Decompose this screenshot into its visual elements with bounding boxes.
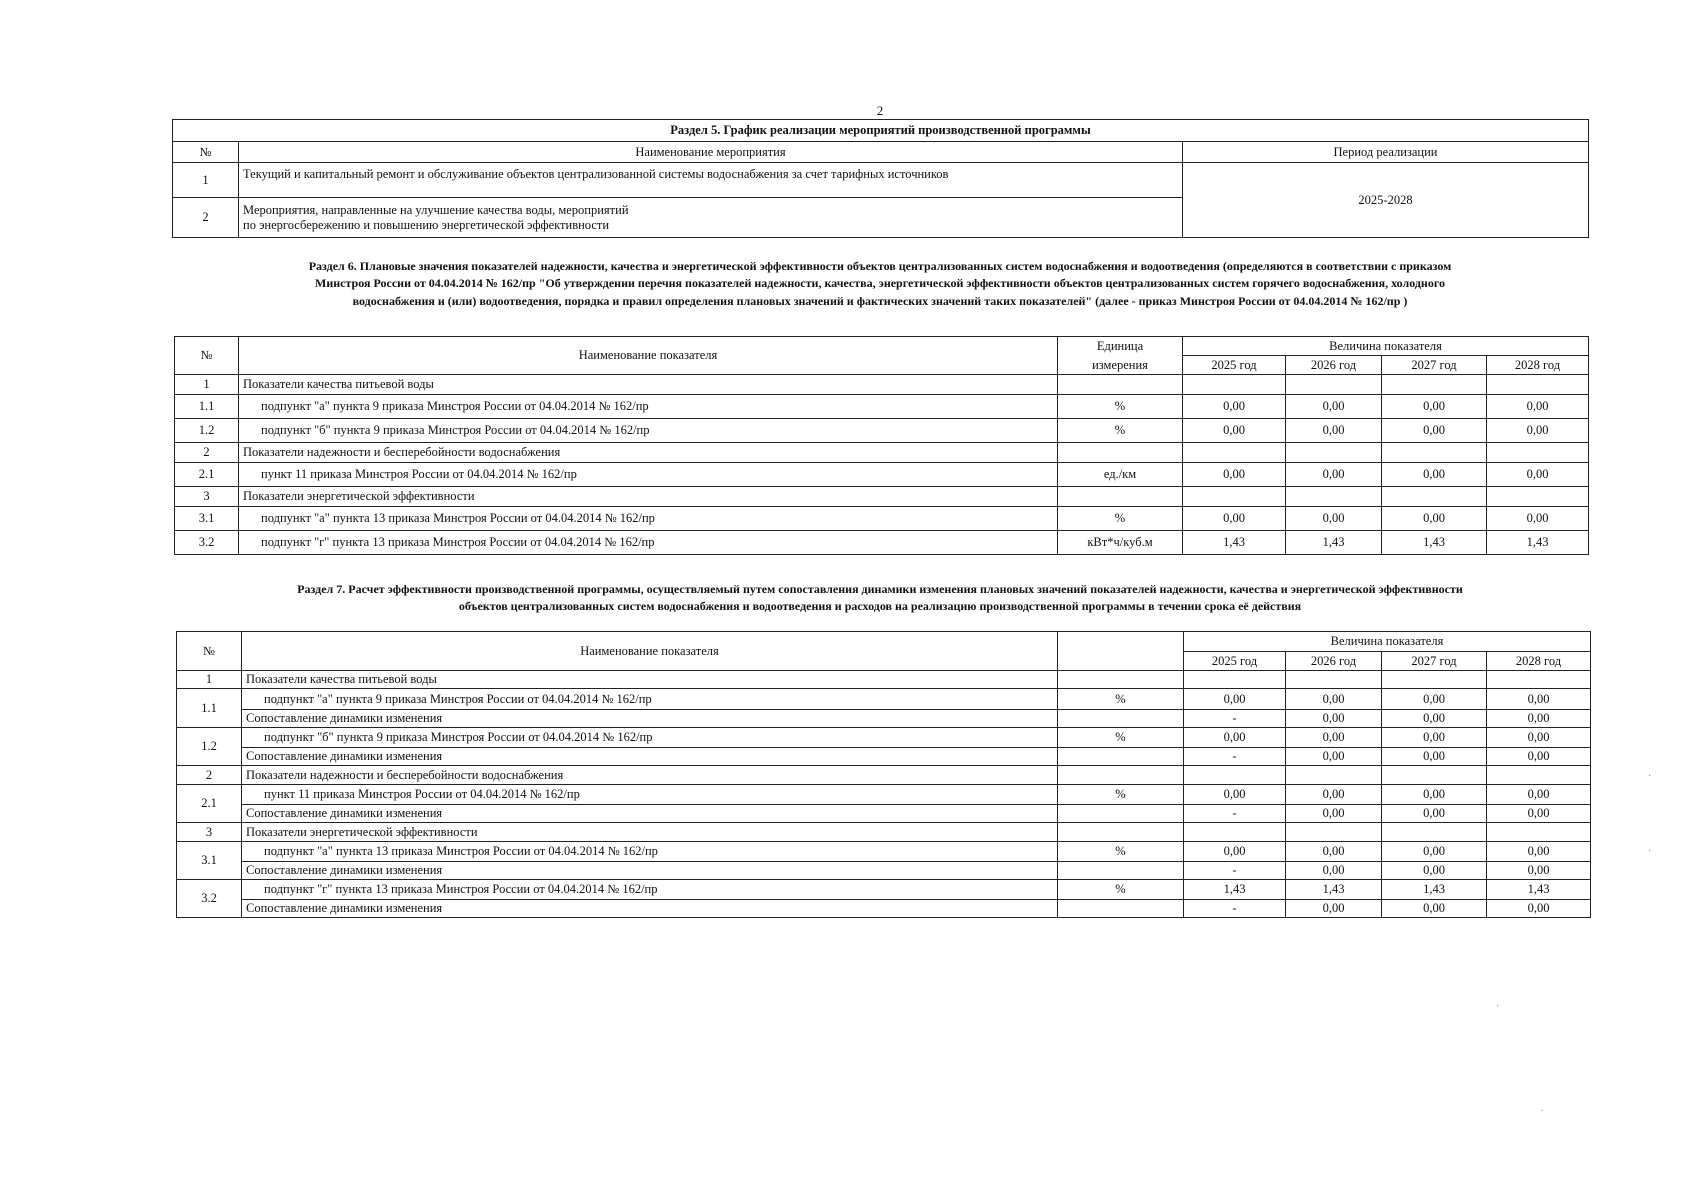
value-cell [1487,375,1589,395]
table-row [175,443,1589,463]
value-cell: 0,00 [1382,900,1487,918]
section6-table [174,336,1589,555]
value-cell: 1,43 [1487,531,1589,555]
value-cell: 0,00 [1183,419,1286,443]
value-cell [1487,487,1589,507]
table-row [177,823,1591,842]
value-cell [1382,766,1487,785]
table-row [177,785,1591,805]
scan-speck: · [1648,846,1652,857]
period-value: 2025-2028 [1183,163,1589,238]
header-year: 2027 год [1382,356,1487,375]
unit-cell: ед./км [1058,463,1183,487]
unit-cell [1058,671,1184,689]
value-cell: 0,00 [1487,842,1591,862]
value-cell: 0,00 [1487,805,1591,823]
value-cell: 0,00 [1487,785,1591,805]
indicator-name: подпункт "а" пункта 13 приказа Минстроя России от 04.04.2014 № 162/пр [242,842,1058,862]
unit-cell: % [1058,785,1184,805]
value-cell [1487,766,1591,785]
value-cell: 0,00 [1286,710,1382,728]
header-indicator-name: Наименование показателя [242,632,1058,671]
value-cell: 0,00 [1286,748,1382,766]
value-cell: 0,00 [1286,900,1382,918]
comparison-row [177,748,1591,766]
row-num: 3.2 [177,880,242,918]
value-cell: 0,00 [1286,805,1382,823]
row-num: 3.2 [175,531,239,555]
header-period: Период реализации [1183,142,1589,163]
row-num: 3.1 [175,507,239,531]
value-cell [1382,823,1487,842]
row-num: 2.1 [177,785,242,823]
unit-cell: % [1058,880,1184,900]
table-row [177,728,1591,748]
row-num: 3 [175,487,239,507]
comparison-label: Сопоставление динамики изменения [242,805,1058,823]
group-name: Показатели качества питьевой воды [242,671,1058,689]
unit-cell [1058,748,1184,766]
header-value: Величина показателя [1184,632,1591,652]
unit-cell [1058,766,1184,785]
value-cell [1286,823,1382,842]
value-cell [1183,375,1286,395]
value-cell: 1,43 [1487,880,1591,900]
group-name: Показатели энергетической эффективности [239,487,1058,507]
value-cell: 0,00 [1487,507,1589,531]
activity-name: Текущий и капитальный ремонт и обслуживание объектов централизованной системы водоснабжения за счет тарифных источников [239,163,1183,198]
value-cell: - [1184,748,1286,766]
value-cell: 0,00 [1487,748,1591,766]
row-num: 1 [173,163,239,198]
header-unit-empty [1058,632,1184,671]
header-indicator-name: Наименование показателя [239,337,1058,375]
comparison-row [177,862,1591,880]
value-cell: 0,00 [1286,842,1382,862]
table-row [177,671,1591,689]
row-num: 2 [173,198,239,238]
value-cell: 0,00 [1183,463,1286,487]
value-cell: 0,00 [1286,785,1382,805]
row-num: 1.1 [177,689,242,728]
indicator-name: подпункт "а" пункта 13 приказа Минстроя России от 04.04.2014 № 162/пр [239,507,1058,531]
activity-name-line: Мероприятия, направленные на улучшение качества воды, мероприятий [243,203,629,218]
section5-table [172,119,1589,238]
scan-speck: · [1496,1001,1500,1012]
comparison-label: Сопоставление динамики изменения [242,710,1058,728]
unit-cell: % [1058,689,1184,710]
unit-cell [1058,443,1183,463]
value-cell: - [1184,900,1286,918]
value-cell: - [1184,862,1286,880]
row-num: 3 [177,823,242,842]
value-cell [1286,487,1382,507]
row-num: 2 [175,443,239,463]
unit-cell: % [1058,842,1184,862]
activity-name [239,198,1183,238]
section7-table [176,631,1591,918]
section6-title-line: Минстроя России от 04.04.2014 № 162/пр "Об утверждении перечня показателей надежности, качества, энергетической эффективности объектов централизованных систем горячего водоснабжения, холодного [315,276,1445,291]
table-row [175,507,1589,531]
comparison-label: Сопоставление динамики изменения [242,748,1058,766]
table-row [175,487,1589,507]
unit-cell: % [1058,395,1183,419]
unit-cell [1058,862,1184,880]
value-cell: 0,00 [1184,842,1286,862]
value-cell: 0,00 [1286,689,1382,710]
row-num: 1 [175,375,239,395]
comparison-row [177,710,1591,728]
header-num: № [175,337,239,375]
table-row [177,766,1591,785]
group-name: Показатели надежности и бесперебойности водоснабжения [242,766,1058,785]
indicator-name: подпункт "а" пункта 9 приказа Минстроя России от 04.04.2014 № 162/пр [242,689,1058,710]
value-cell: 0,00 [1184,728,1286,748]
value-cell: 0,00 [1487,710,1591,728]
indicator-name: пункт 11 приказа Минстроя России от 04.04.2014 № 162/пр [239,463,1058,487]
header-year: 2028 год [1487,356,1589,375]
value-cell: 0,00 [1286,395,1382,419]
unit-cell [1058,710,1184,728]
value-cell [1184,823,1286,842]
value-cell: 1,43 [1286,531,1382,555]
value-cell: 0,00 [1382,805,1487,823]
value-cell [1487,443,1589,463]
value-cell: 0,00 [1382,862,1487,880]
value-cell: 0,00 [1382,710,1487,728]
value-cell: - [1184,805,1286,823]
value-cell: 0,00 [1183,507,1286,531]
value-cell [1184,766,1286,785]
section7-title-line: Раздел 7. Расчет эффективности производственной программы, осуществляемый путем сопоставления динамики изменения плановых значений показателей надежности, качества и энергетической эффективности [297,582,1463,596]
row-num: 1.2 [175,419,239,443]
value-cell: 0,00 [1382,748,1487,766]
header-value: Величина показателя [1183,337,1589,356]
unit-cell [1058,900,1184,918]
activity-name-line: по энергосбережению и повышению энергетической эффективности [243,217,610,232]
table-row [175,375,1589,395]
value-cell: 0,00 [1286,728,1382,748]
value-cell [1183,443,1286,463]
table-row [175,531,1589,555]
header-year: 2026 год [1286,356,1382,375]
value-cell [1487,823,1591,842]
row-num: 1.2 [177,728,242,766]
comparison-label: Сопоставление динамики изменения [242,900,1058,918]
value-cell: - [1184,710,1286,728]
value-cell: 0,00 [1382,785,1487,805]
value-cell: 1,43 [1183,531,1286,555]
group-name: Показатели энергетической эффективности [242,823,1058,842]
header-year: 2025 год [1184,652,1286,671]
value-cell [1286,766,1382,785]
section6-title-line: Раздел 6. Плановые значения показателей надежности, качества и энергетической эффективности объектов централизованных систем водоснабжения и водоотведения (определяются в соответствии с приказом [308,259,1452,273]
section5-title: Раздел 5. График реализации мероприятий производственной программы [173,120,1589,142]
value-cell: 0,00 [1184,785,1286,805]
row-num: 2.1 [175,463,239,487]
comparison-label: Сопоставление динамики изменения [242,862,1058,880]
value-cell [1382,443,1487,463]
value-cell: 0,00 [1183,395,1286,419]
value-cell: 0,00 [1382,395,1487,419]
indicator-name: подпункт "г" пункта 13 приказа Минстроя России от 04.04.2014 № 162/пр [239,531,1058,555]
scan-speck: · [1540,1106,1544,1117]
value-cell: 0,00 [1487,728,1591,748]
value-cell [1286,671,1382,689]
header-year: 2026 год [1286,652,1382,671]
unit-cell: % [1058,507,1183,531]
unit-cell [1058,805,1184,823]
value-cell [1382,487,1487,507]
value-cell: 0,00 [1286,507,1382,531]
value-cell: 0,00 [1487,862,1591,880]
value-cell [1382,671,1487,689]
indicator-name: пункт 11 приказа Минстроя России от 04.04.2014 № 162/пр [242,785,1058,805]
value-cell: 0,00 [1487,395,1589,419]
header-num: № [177,632,242,671]
value-cell: 1,43 [1184,880,1286,900]
header-activity-name: Наименование мероприятия [239,142,1183,163]
value-cell: 0,00 [1286,463,1382,487]
scan-speck: · [1648,771,1652,782]
value-cell: 0,00 [1286,862,1382,880]
value-cell [1487,671,1591,689]
value-cell: 1,43 [1382,531,1487,555]
value-cell: 0,00 [1286,419,1382,443]
indicator-name: подпункт "а" пункта 9 приказа Минстроя России от 04.04.2014 № 162/пр [239,395,1058,419]
row-num: 3.1 [177,842,242,880]
section6-title-line: водоснабжения и (или) водоотведения, порядка и правил определения плановых значений и фактических значений таких показателей" (далее - приказ Минстроя России от 04.04.2014 № 162/пр ) [352,293,1408,308]
value-cell: 1,43 [1382,880,1487,900]
section7-title [172,581,1588,616]
value-cell [1183,487,1286,507]
table-row [177,842,1591,862]
value-cell: 0,00 [1487,689,1591,710]
table-row [177,880,1591,900]
value-cell: 0,00 [1487,463,1589,487]
header-unit: Единица [1058,337,1183,356]
value-cell [1184,671,1286,689]
value-cell: 1,43 [1286,880,1382,900]
row-num: 1 [177,671,242,689]
unit-cell [1058,823,1184,842]
value-cell [1286,375,1382,395]
group-name: Показатели надежности и бесперебойности водоснабжения [239,443,1058,463]
table-row [175,419,1589,443]
value-cell: 0,00 [1382,419,1487,443]
header-num: № [173,142,239,163]
indicator-name: подпункт "б" пункта 9 приказа Минстроя России от 04.04.2014 № 162/пр [239,419,1058,443]
page-number: 2 [876,103,884,118]
value-cell: 0,00 [1184,689,1286,710]
value-cell: 0,00 [1382,507,1487,531]
unit-cell [1058,375,1183,395]
comparison-row [177,900,1591,918]
unit-cell: кВт*ч/куб.м [1058,531,1183,555]
table-row [177,689,1591,710]
indicator-name: подпункт "г" пункта 13 приказа Минстроя России от 04.04.2014 № 162/пр [242,880,1058,900]
comparison-row [177,805,1591,823]
indicator-name: подпункт "б" пункта 9 приказа Минстроя России от 04.04.2014 № 162/пр [242,728,1058,748]
unit-cell: % [1058,419,1183,443]
header-year: 2025 год [1183,356,1286,375]
value-cell [1382,375,1487,395]
value-cell: 0,00 [1382,728,1487,748]
row-num: 2 [177,766,242,785]
table-row [175,463,1589,487]
header-year: 2027 год [1382,652,1487,671]
value-cell: 0,00 [1382,689,1487,710]
unit-cell: % [1058,728,1184,748]
value-cell: 0,00 [1382,463,1487,487]
section6-title [172,258,1588,310]
table-row [175,395,1589,419]
value-cell: 0,00 [1487,419,1589,443]
unit-cell [1058,487,1183,507]
header-year: 2028 год [1487,652,1591,671]
value-cell: 0,00 [1382,842,1487,862]
value-cell [1286,443,1382,463]
row-num: 1.1 [175,395,239,419]
header-unit: измерения [1058,356,1183,375]
value-cell: 0,00 [1487,900,1591,918]
group-name: Показатели качества питьевой воды [239,375,1058,395]
section7-title-line: объектов централизованных систем водоснабжения и водоотведения и расходов на реализацию производственной программы в течении срока её действия [458,599,1302,614]
